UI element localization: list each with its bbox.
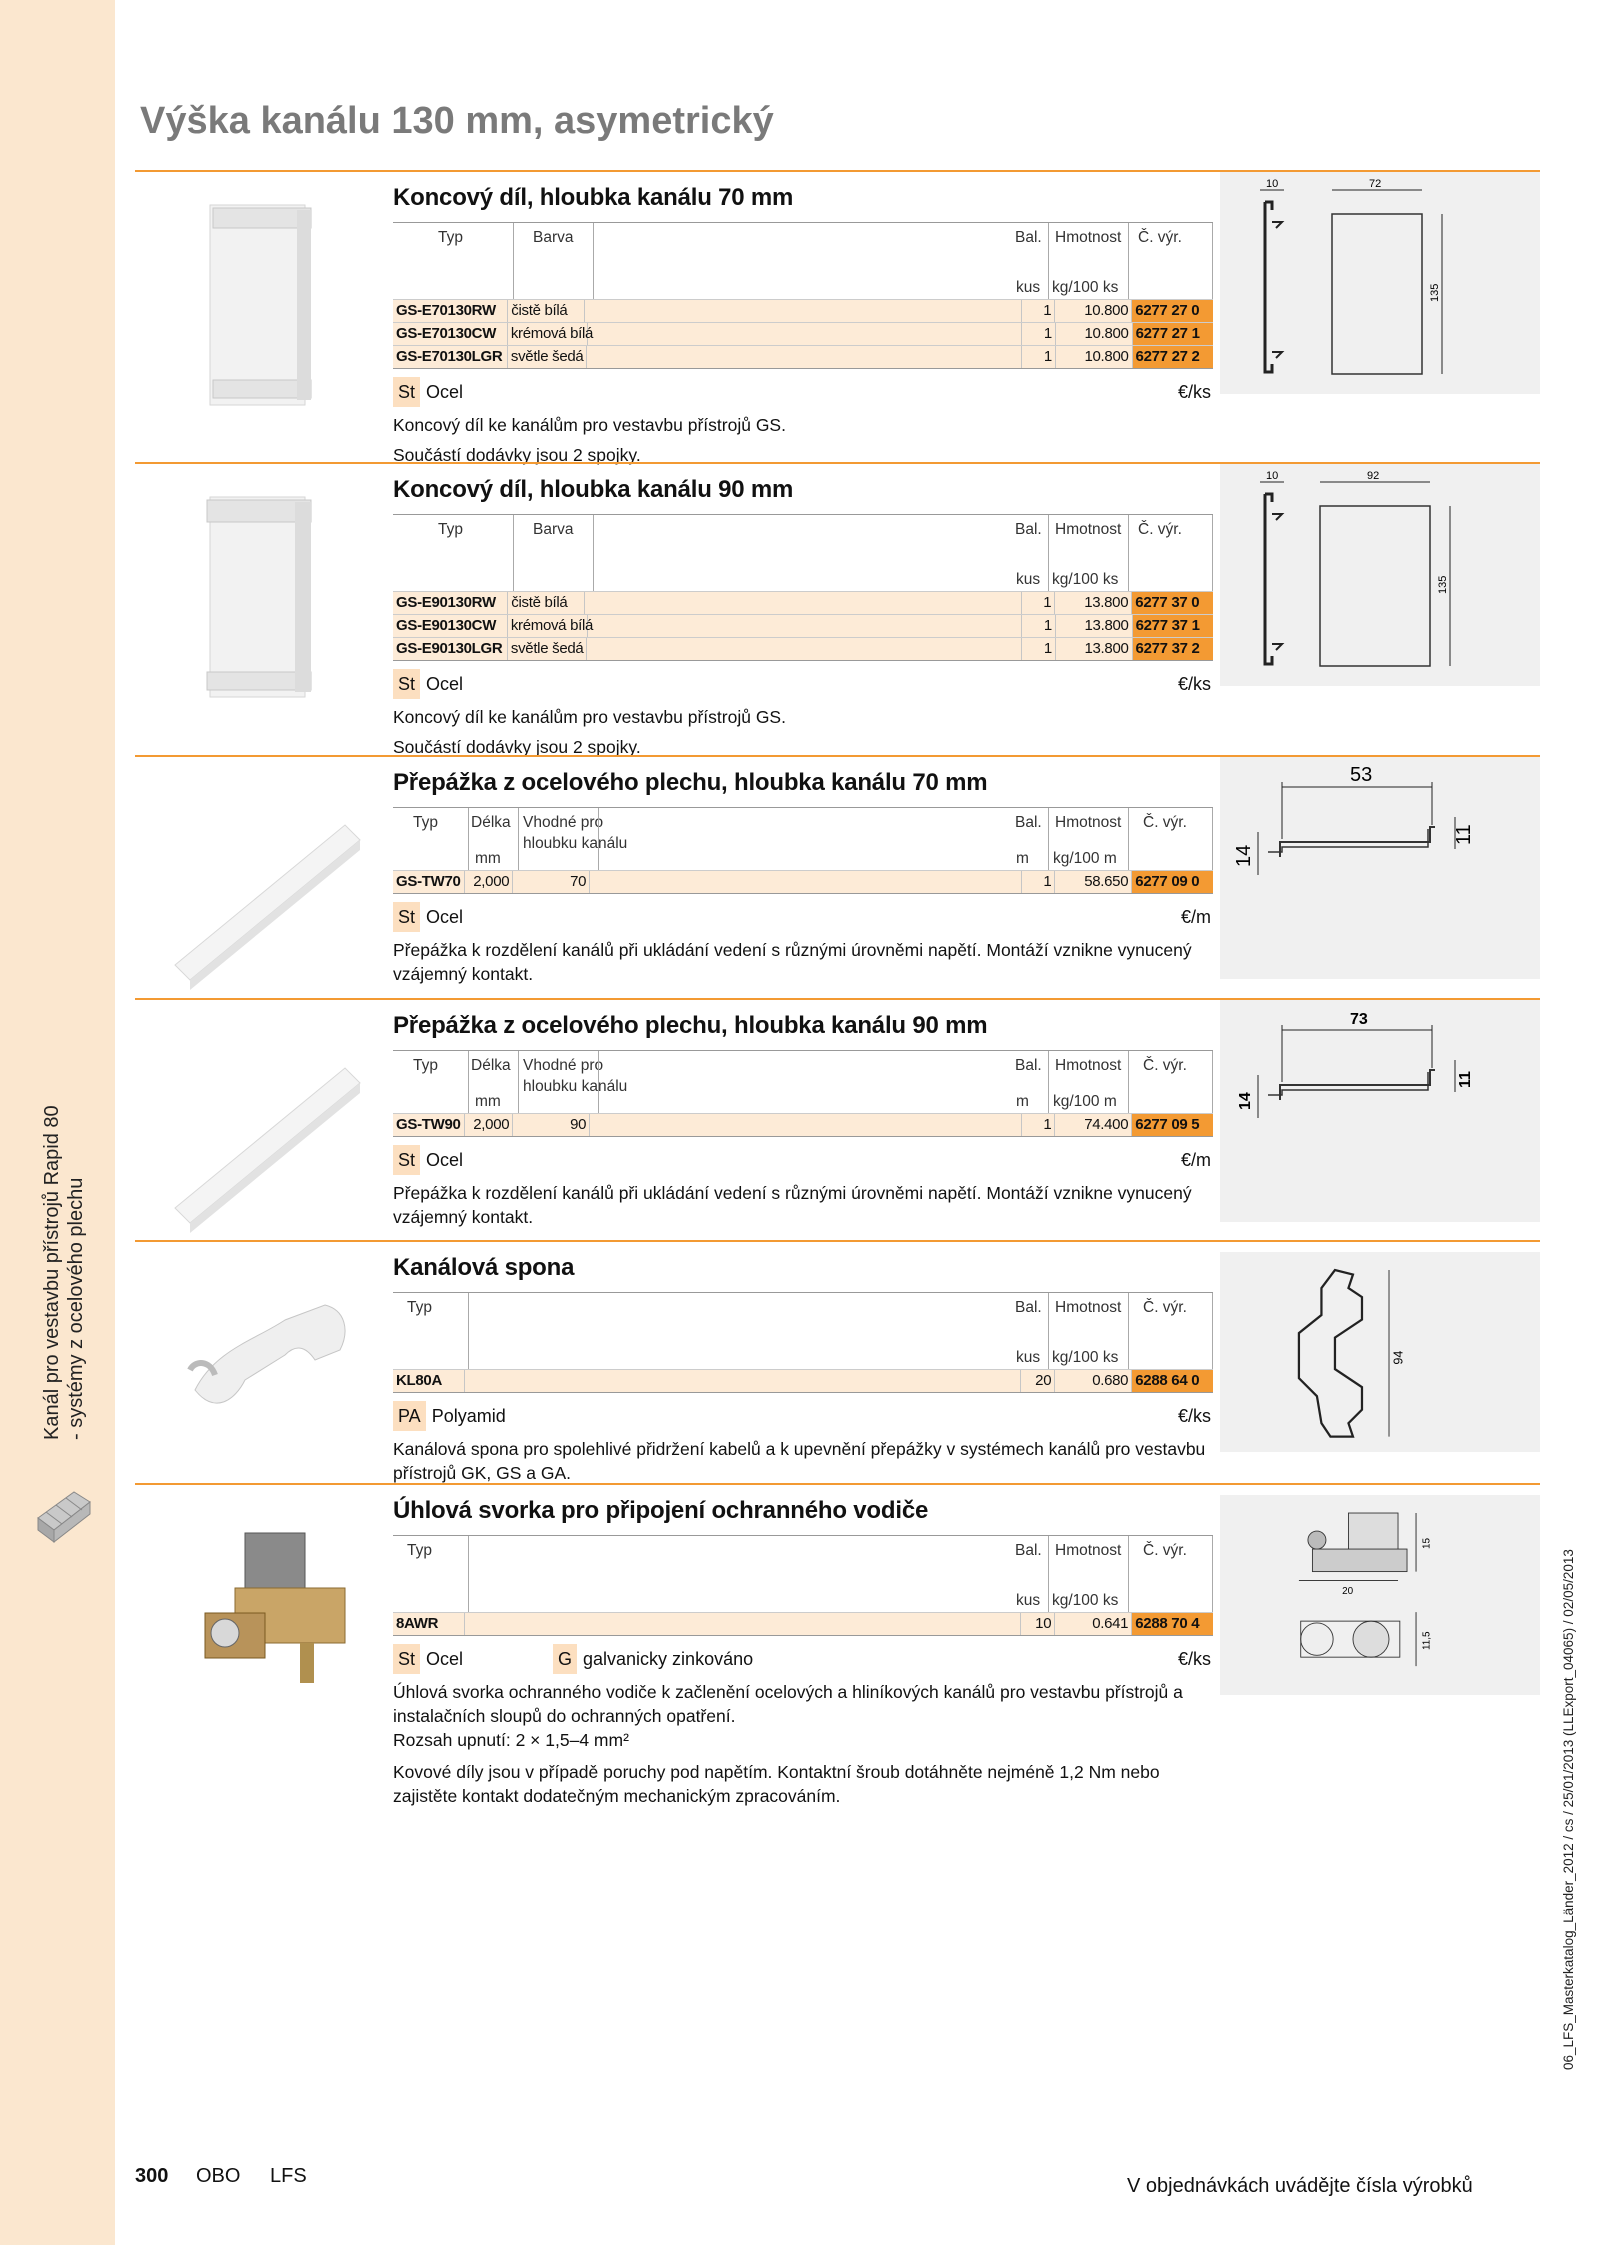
- product-table: [393, 1050, 1213, 1137]
- section-divider-90: [135, 998, 1540, 1240]
- cell-spacer: [590, 871, 1021, 893]
- price-unit: €/ks: [1177, 382, 1211, 402]
- header-hm-unit: kg/100 ks: [1052, 571, 1119, 588]
- catalog-code: 06_LFS_Masterkatalog_Länder_2012 / cs / 25/01/2013 (LLExport_04065) / 02/05/2013: [1561, 1549, 1576, 2070]
- cell-spacer: [590, 1114, 1021, 1136]
- dim-a: 10: [1266, 178, 1279, 190]
- dim-c: 14: [1237, 1092, 1254, 1110]
- material-name: Ocel: [426, 1150, 464, 1170]
- material-line: [393, 1145, 1213, 1175]
- header-barva: Barva: [533, 521, 574, 538]
- header-cvyr: Č. výr.: [1138, 229, 1182, 246]
- header-bal: Bal.: [1015, 521, 1042, 538]
- header-cvyr: Č. výr.: [1143, 814, 1187, 831]
- cell-bal: 1: [1022, 615, 1056, 637]
- description: [393, 413, 1213, 467]
- description-paragraph: Koncový díl ke kanálům pro vestavbu přístrojů GS.: [393, 707, 786, 727]
- cell-delka: 2,000: [465, 1114, 513, 1136]
- dim-c: 11,5: [1421, 1631, 1433, 1650]
- material-name: Ocel: [426, 907, 464, 927]
- cell-bal: 1: [1022, 592, 1056, 614]
- end-piece-90-dimension-drawing: [1220, 464, 1540, 686]
- section-end-piece-90: [135, 462, 1540, 757]
- cell-hm: 74.400: [1055, 1114, 1132, 1136]
- material-code-badge: PA: [393, 1401, 426, 1431]
- material-name: Ocel: [426, 674, 464, 694]
- cell-cv: 6288 70 4: [1132, 1613, 1213, 1635]
- cell-typ: GS-E70130LGR: [393, 346, 508, 368]
- section-channel-clip: [135, 1240, 1540, 1482]
- section-title: Přepážka z ocelového plechu, hloubka kanálu 70 mm: [393, 769, 988, 796]
- finish-group: [553, 1644, 753, 1674]
- cell-barva: čistě bílá: [508, 300, 585, 322]
- description-paragraph: Úhlová svorka ochranného vodiče k začlenění ocelových a hliníkových kanálů pro vestavbu přístrojů a instalačních sloupů do ochranných opatření.: [393, 1682, 1183, 1726]
- header-hmotnost: Hmotnost: [1055, 814, 1122, 831]
- cell-cv: 6277 27 1: [1133, 323, 1213, 345]
- price-unit: €/m: [1180, 1150, 1211, 1170]
- header-hmotnost: Hmotnost: [1055, 229, 1122, 246]
- header-bal-unit: kus: [1016, 571, 1041, 588]
- header-cvyr: Č. výr.: [1143, 1057, 1187, 1074]
- header-bal-unit: kus: [1016, 1349, 1041, 1366]
- product-table: [393, 222, 1213, 369]
- header-cvyr: Č. výr.: [1143, 1542, 1187, 1559]
- material-line: [393, 1644, 1213, 1674]
- table-row: [393, 322, 1213, 345]
- section-angle-clamp: [135, 1483, 1540, 1806]
- cell-barva: světle šedá: [508, 638, 588, 660]
- channel-clip-photo: [135, 1250, 365, 1485]
- section-divider-70: [135, 755, 1540, 997]
- material-code-badge: St: [393, 1145, 420, 1175]
- description: [393, 1181, 1213, 1229]
- dim-a: 73: [1350, 1011, 1368, 1028]
- header-bal: Bal.: [1015, 814, 1042, 831]
- header-delka: Délka: [471, 814, 511, 831]
- description-paragraph: Přepážka k rozdělení kanálů při ukládání vedení s různými úrovněmi napětí. Montáží vznikne vynucený vzájemný kontakt.: [393, 940, 1192, 984]
- cell-barva: krémová bílá: [508, 615, 588, 637]
- dim-a: 10: [1266, 470, 1279, 482]
- header-vhodne2: hloubku kanálu: [523, 835, 628, 852]
- page-number: 300: [135, 2165, 169, 2187]
- dim-b: 11: [1457, 1071, 1474, 1088]
- section-title: Úhlová svorka pro připojení ochranného vodiče: [393, 1497, 929, 1524]
- header-bal-unit: kus: [1016, 1592, 1041, 1609]
- cell-bal: 1: [1022, 300, 1056, 322]
- header-hmotnost: Hmotnost: [1055, 1542, 1122, 1559]
- cell-hm: 58.650: [1055, 871, 1132, 893]
- header-bal-unit: kus: [1016, 279, 1041, 296]
- header-barva: Barva: [533, 229, 574, 246]
- header-typ: Typ: [438, 521, 463, 538]
- dim-b: 72: [1369, 178, 1382, 190]
- channel-clip-dimension-drawing: [1220, 1252, 1540, 1452]
- angle-clamp-dimension-drawing: [1220, 1495, 1540, 1695]
- header-typ: Typ: [407, 1542, 432, 1559]
- product-table: [393, 807, 1213, 894]
- dim-b: 11: [1453, 824, 1475, 845]
- cell-typ: GS-E90130RW: [393, 592, 508, 614]
- table-row: [393, 345, 1213, 369]
- side-vertical-text: [40, 960, 88, 1440]
- dim-c: 135: [1437, 575, 1449, 594]
- cell-cv: 6277 09 0: [1132, 871, 1213, 893]
- table-row: [393, 1113, 1213, 1137]
- header-hm-unit: kg/100 ks: [1052, 1592, 1119, 1609]
- material-line: [393, 1401, 1213, 1431]
- description-paragraph: Součástí dodávky jsou 2 spojky.: [393, 737, 641, 757]
- table-row: [393, 299, 1213, 322]
- product-table: [393, 1292, 1213, 1393]
- finish-name: galvanicky zinkováno: [583, 1649, 754, 1669]
- cell-bal: 1: [1022, 346, 1056, 368]
- header-bal: Bal.: [1015, 229, 1042, 246]
- description: [393, 938, 1213, 986]
- description: [393, 1680, 1213, 1808]
- material-code-badge: St: [393, 902, 420, 932]
- table-row: [393, 1369, 1213, 1393]
- cell-barva: čistě bílá: [508, 592, 585, 614]
- header-bal-unit: m: [1016, 850, 1029, 867]
- header-bal-unit: m: [1016, 1093, 1029, 1110]
- cell-cv: 6277 37 2: [1133, 638, 1213, 660]
- cell-cv: 6277 27 2: [1133, 346, 1213, 368]
- cell-cv: 6288 64 0: [1132, 1370, 1213, 1392]
- header-hmotnost: Hmotnost: [1055, 1299, 1122, 1316]
- cell-bal: 20: [1021, 1370, 1055, 1392]
- header-hm-unit: kg/100 ks: [1052, 279, 1119, 296]
- dim-a: 94: [1391, 1350, 1406, 1365]
- header-bal: Bal.: [1015, 1299, 1042, 1316]
- material-line: [393, 377, 1213, 407]
- header-delka-unit: mm: [475, 850, 501, 867]
- cell-barva: světle šedá: [508, 346, 588, 368]
- cell-barva: krémová bílá: [508, 323, 588, 345]
- table-row: [393, 637, 1213, 661]
- footer-order-note: V objednávkách uvádějte čísla výrobků: [1127, 2175, 1473, 2197]
- table-row: [393, 870, 1213, 894]
- cell-hm: 13.800: [1056, 615, 1133, 637]
- cell-cv: 6277 27 0: [1132, 300, 1213, 322]
- divider-70-dimension-drawing: [1220, 757, 1540, 979]
- cell-bal: 1: [1022, 871, 1056, 893]
- price-unit: €/ks: [1177, 674, 1211, 694]
- description-paragraph: Přepážka k rozdělení kanálů při ukládání vedení s různými úrovněmi napětí. Montáží vznikne vynucený vzájemný kontakt.: [393, 1183, 1192, 1227]
- cell-spacer: [588, 323, 1022, 345]
- header-typ: Typ: [407, 1299, 432, 1316]
- material-code-badge: St: [393, 377, 420, 407]
- dim-a: 53: [1350, 764, 1373, 786]
- end-piece-70-photo: [135, 180, 365, 415]
- description-paragraph: Součástí dodávky jsou 2 spojky.: [393, 445, 641, 465]
- side-text-line-2: - systémy z ocelového plechu: [65, 1177, 87, 1440]
- cell-vh: 90: [513, 1114, 590, 1136]
- price-unit: €/m: [1180, 907, 1211, 927]
- cell-delka: 2,000: [465, 871, 513, 893]
- finish-code-badge: G: [553, 1644, 577, 1674]
- cell-spacer: [465, 1613, 1021, 1635]
- header-hm-unit: kg/100 ks: [1052, 1349, 1119, 1366]
- section-end-piece-70: [135, 170, 1540, 465]
- divider-90-photo: [135, 1008, 365, 1243]
- header-vhodne1: Vhodné pro: [523, 1057, 604, 1074]
- cell-typ: GS-E90130CW: [393, 615, 508, 637]
- description-paragraph: Kanálová spona pro spolehlivé přidržení kabelů a k upevnění přepážky v systémech kanálů pro vestavbu přístrojů GK, GS a GA.: [393, 1439, 1206, 1483]
- header-hmotnost: Hmotnost: [1055, 1057, 1122, 1074]
- table-row: [393, 1612, 1213, 1636]
- header-cvyr: Č. výr.: [1138, 521, 1182, 538]
- section-title: Kanálová spona: [393, 1254, 575, 1281]
- cell-bal: 1: [1022, 638, 1056, 660]
- cell-typ: GS-TW70: [393, 871, 465, 893]
- cell-hm: 10.800: [1056, 323, 1133, 345]
- angle-clamp-photo: [135, 1493, 365, 1728]
- divider-90-dimension-drawing: [1220, 1000, 1540, 1222]
- material-name: Ocel: [426, 1649, 464, 1669]
- product-table: [393, 1535, 1213, 1636]
- footer-brand-obo: OBO: [196, 2165, 241, 2187]
- material-line: [393, 902, 1213, 932]
- cell-typ: GS-TW90: [393, 1114, 465, 1136]
- dim-b: 20: [1342, 1586, 1354, 1598]
- header-delka-unit: mm: [475, 1093, 501, 1110]
- cell-typ: GS-E90130LGR: [393, 638, 508, 660]
- price-unit: €/ks: [1177, 1406, 1211, 1426]
- cell-hm: 13.800: [1055, 592, 1132, 614]
- cell-spacer: [585, 592, 1021, 614]
- cell-bal: 1: [1022, 323, 1056, 345]
- header-cvyr: Č. výr.: [1143, 1299, 1187, 1316]
- section-title: Přepážka z ocelového plechu, hloubka kanálu 90 mm: [393, 1012, 988, 1039]
- header-delka: Délka: [471, 1057, 511, 1074]
- cell-cv: 6277 09 5: [1132, 1114, 1213, 1136]
- description-paragraph: Kovové díly jsou v případě poruchy pod napětím. Kontaktní šroub dotáhněte nejméně 1,2 Nm nebo zajistěte kontakt dodatečným mechanickým zpracováním.: [393, 1762, 1160, 1806]
- header-vhodne1: Vhodné pro: [523, 814, 604, 831]
- header-typ: Typ: [413, 814, 438, 831]
- dim-a: 15: [1421, 1538, 1433, 1550]
- cell-hm: 10.800: [1055, 300, 1132, 322]
- dim-c: 14: [1233, 844, 1255, 867]
- cell-cv: 6277 37 0: [1132, 592, 1213, 614]
- cell-hm: 0.680: [1055, 1370, 1132, 1392]
- cell-cv: 6277 37 1: [1133, 615, 1213, 637]
- product-table: [393, 514, 1213, 661]
- header-typ: Typ: [413, 1057, 438, 1074]
- material-code-badge: St: [393, 669, 420, 699]
- header-bal: Bal.: [1015, 1542, 1042, 1559]
- description-paragraph: Koncový díl ke kanálům pro vestavbu přístrojů GS.: [393, 415, 786, 435]
- description: [393, 705, 1213, 759]
- header-hm-unit: kg/100 m: [1053, 1093, 1117, 1110]
- cell-spacer: [587, 638, 1022, 660]
- cell-spacer: [585, 300, 1021, 322]
- table-row: [393, 591, 1213, 614]
- section-title: Koncový díl, hloubka kanálu 90 mm: [393, 476, 794, 503]
- dim-c: 135: [1429, 283, 1441, 302]
- header-hm-unit: kg/100 m: [1053, 850, 1117, 867]
- cell-typ: GS-E70130CW: [393, 323, 508, 345]
- divider-70-photo: [135, 765, 365, 1000]
- cell-hm: 10.800: [1056, 346, 1133, 368]
- channel-icon: [34, 1488, 92, 1546]
- section-title: Koncový díl, hloubka kanálu 70 mm: [393, 184, 794, 211]
- description-paragraph: Rozsah upnutí: 2 × 1,5–4 mm²: [393, 1730, 629, 1750]
- end-piece-70-dimension-drawing: [1220, 172, 1540, 394]
- header-hmotnost: Hmotnost: [1055, 521, 1122, 538]
- footer-brand-lfs: LFS: [270, 2165, 307, 2187]
- material-name: Polyamid: [431, 1406, 506, 1426]
- cell-spacer: [587, 346, 1022, 368]
- cell-hm: 0.641: [1055, 1613, 1132, 1635]
- header-bal: Bal.: [1015, 1057, 1042, 1074]
- side-text-line-1: Kanál pro vestavbu přístrojů Rapid 80: [41, 1105, 63, 1440]
- table-row: [393, 614, 1213, 637]
- end-piece-90-photo: [135, 472, 365, 707]
- material-code-badge: St: [393, 1644, 420, 1674]
- material-name: Ocel: [426, 382, 464, 402]
- cell-typ: 8AWR: [393, 1613, 465, 1635]
- cell-typ: GS-E70130RW: [393, 300, 508, 322]
- cell-typ: KL80A: [393, 1370, 465, 1392]
- description: [393, 1437, 1213, 1485]
- cell-spacer: [588, 615, 1022, 637]
- material-line: [393, 669, 1213, 699]
- cell-bal: 10: [1021, 1613, 1055, 1635]
- cell-vh: 70: [513, 871, 590, 893]
- header-vhodne2: hloubku kanálu: [523, 1078, 628, 1095]
- price-unit: €/ks: [1177, 1649, 1211, 1669]
- dim-b: 92: [1367, 470, 1380, 482]
- cell-bal: 1: [1022, 1114, 1056, 1136]
- page-title: Výška kanálu 130 mm, asymetrický: [140, 100, 774, 142]
- cell-hm: 13.800: [1056, 638, 1133, 660]
- header-typ: Typ: [438, 229, 463, 246]
- cell-spacer: [465, 1370, 1021, 1392]
